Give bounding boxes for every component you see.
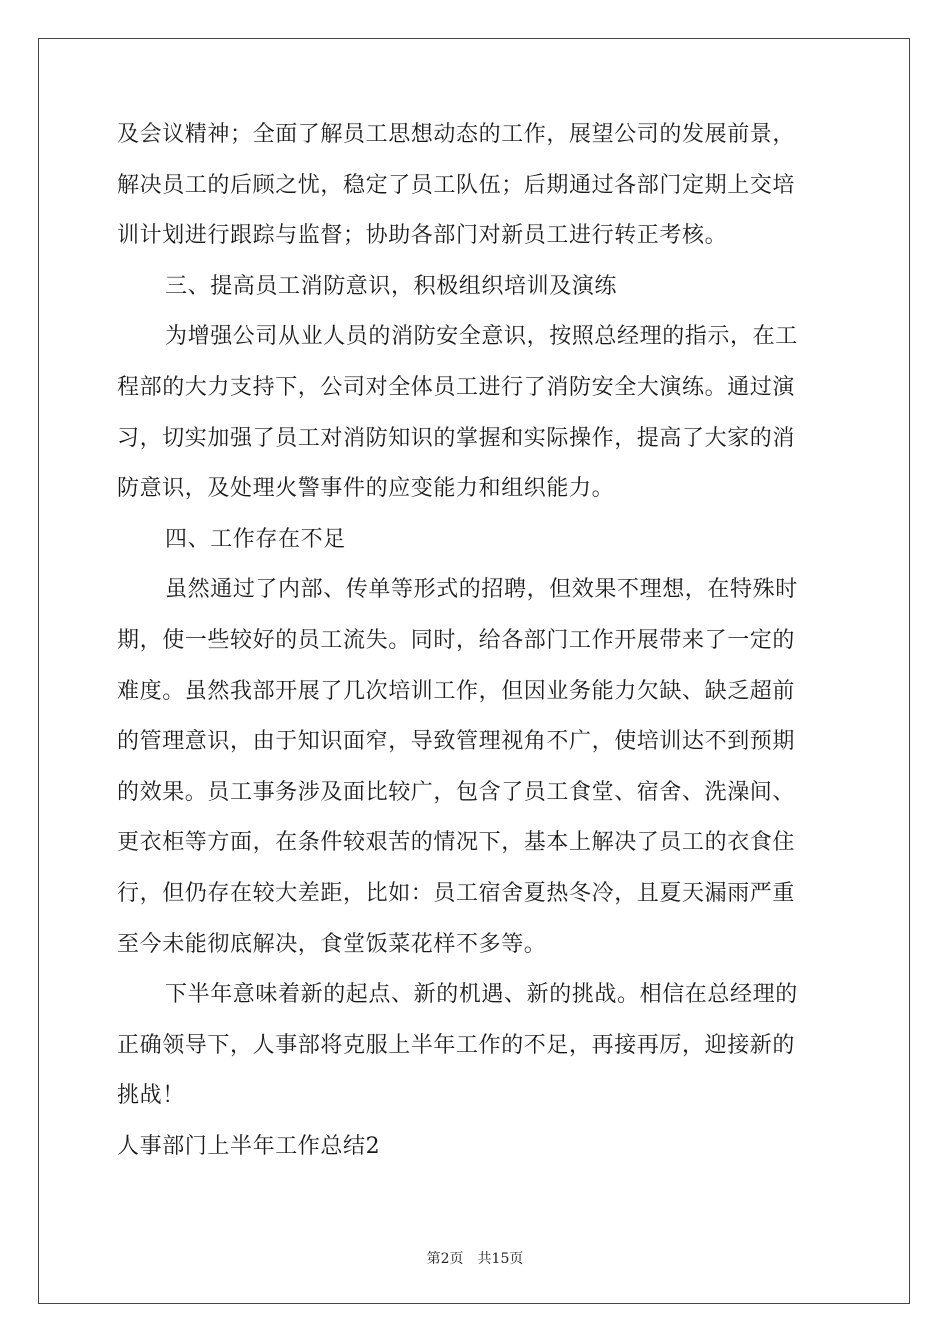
text-line: 的管理意识，由于知识面窄，导致管理视角不广，使培训达不到预期 <box>117 729 796 755</box>
text-line: 的效果。员工事务涉及面比较广，包含了员工食堂、宿舍、洗澡间、 <box>117 779 796 805</box>
section-heading: 三、提高员工消防意识，积极组织培训及演练 <box>165 273 618 299</box>
text-line: 为增强公司从业人员的消防安全意识，按照总经理的指示，在工 <box>165 324 798 350</box>
text-line: 程部的大力支持下，公司对全体员工进行了消防安全大演练。通过演 <box>117 374 796 400</box>
text-line: 虽然通过了内部、传单等形式的招聘，但效果不理想，在特殊时 <box>165 577 798 603</box>
text-line: 挑战！ <box>117 1083 185 1109</box>
text-line: 及会议精神；全面了解员工思想动态的工作，展望公司的发展前景， <box>117 122 796 147</box>
page-total: 共15页 <box>477 1251 524 1267</box>
document-body <box>117 122 837 1184</box>
text-line: 习，切实加强了员工对消防知识的掌握和实际操作，提高了大家的消 <box>117 425 796 451</box>
text-line: 行，但仍存在较大差距，比如：员工宿舍夏热冬冷，且夏天漏雨严重 <box>117 880 796 906</box>
text-line: 下半年意味着新的起点、新的机遇、新的挑战。相信在总经理的 <box>165 982 798 1008</box>
text-line: 训计划进行跟踪与监督；协助各部门对新员工进行转正考核。 <box>117 223 728 249</box>
page-footer <box>0 1248 950 1268</box>
text-line: 期，使一些较好的员工流失。同时，给各部门工作开展带来了一定的 <box>117 627 796 653</box>
text-line: 更衣柜等方面，在条件较艰苦的情况下，基本上解决了员工的衣食住 <box>117 830 796 856</box>
text-line: 防意识，及处理火警事件的应变能力和组织能力。 <box>117 476 615 502</box>
article-title: 人事部门上半年工作总结2 <box>117 1133 381 1159</box>
text-line: 至今未能彻底解决，食堂饭菜花样不多等。 <box>117 931 547 957</box>
text-line: 难度。虽然我部开展了几次培训工作，但因业务能力欠缺、缺乏超前 <box>117 678 796 704</box>
page-number: 第2页 <box>426 1251 464 1267</box>
text-line: 正确领导下，人事部将克服上半年工作的不足，再接再厉，迎接新的 <box>117 1032 796 1058</box>
section-heading: 四、工作存在不足 <box>165 526 346 552</box>
text-line: 解决员工的后顾之忧，稳定了员工队伍；后期通过各部门定期上交培 <box>117 172 796 198</box>
